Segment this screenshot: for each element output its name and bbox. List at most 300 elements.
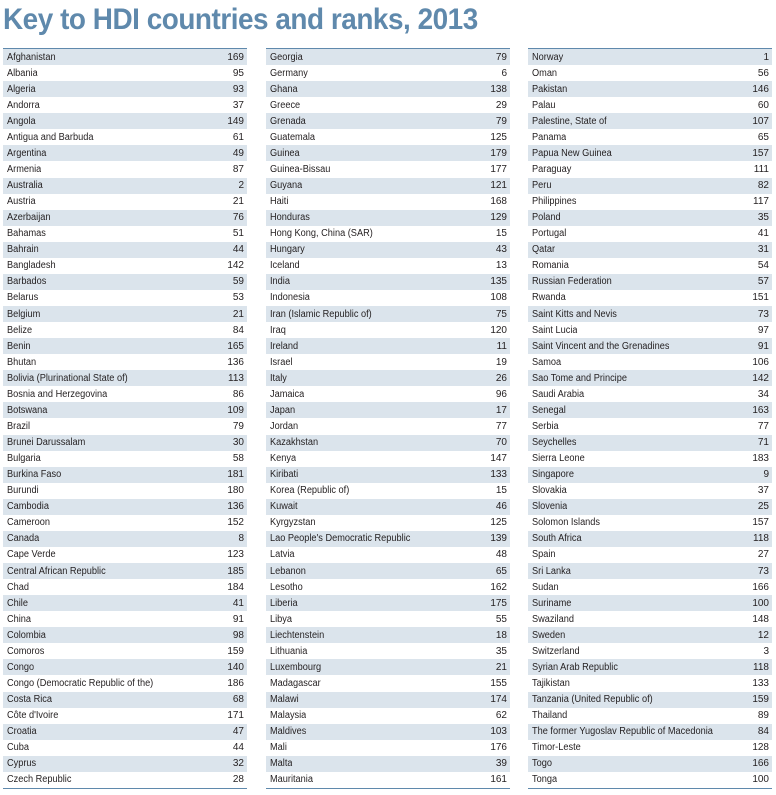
table-row bbox=[528, 370, 772, 386]
hdi-rank: 41 bbox=[757, 228, 769, 240]
country-name: Palestine, State of bbox=[532, 115, 607, 127]
country-name: Philippines bbox=[532, 196, 577, 208]
table-row bbox=[528, 402, 772, 418]
page-title: Key to HDI countries and ranks, 2013 bbox=[3, 3, 478, 36]
table-row bbox=[3, 49, 247, 65]
hdi-rank: 140 bbox=[227, 661, 244, 673]
country-name: Burundi bbox=[7, 485, 39, 497]
table-row bbox=[528, 675, 772, 691]
hdi-rank: 185 bbox=[227, 565, 244, 577]
table-row bbox=[3, 306, 247, 322]
hdi-rank: 11 bbox=[496, 340, 507, 352]
hdi-rank: 155 bbox=[490, 677, 507, 689]
table-row bbox=[3, 499, 247, 515]
country-name: Guinea-Bissau bbox=[270, 163, 331, 175]
table-row bbox=[3, 386, 247, 402]
hdi-rank: 84 bbox=[232, 324, 244, 336]
hdi-rank: 44 bbox=[232, 742, 244, 754]
country-name: Guinea bbox=[270, 147, 300, 159]
hdi-rank: 152 bbox=[227, 517, 244, 529]
hdi-rank: 113 bbox=[228, 372, 244, 384]
table-row bbox=[3, 675, 247, 691]
country-name: Benin bbox=[7, 340, 31, 352]
hdi-rank: 73 bbox=[757, 308, 769, 320]
table-row bbox=[3, 161, 247, 177]
table-row bbox=[3, 129, 247, 145]
hdi-rank: 61 bbox=[232, 131, 244, 143]
hdi-rank: 17 bbox=[495, 404, 507, 416]
country-name: Poland bbox=[532, 212, 561, 224]
table-row bbox=[3, 65, 247, 81]
country-column-2 bbox=[266, 48, 510, 789]
country-name: Belarus bbox=[7, 292, 39, 304]
country-name: Algeria bbox=[7, 83, 36, 95]
hdi-rank: 19 bbox=[495, 356, 507, 368]
table-row bbox=[266, 354, 510, 370]
hdi-rank: 118 bbox=[753, 533, 769, 545]
table-row bbox=[3, 563, 247, 579]
hdi-rank: 55 bbox=[495, 613, 507, 625]
table-row bbox=[266, 724, 510, 740]
country-name: Sao Tome and Principe bbox=[532, 372, 627, 384]
table-row bbox=[528, 226, 772, 242]
hdi-rank: 138 bbox=[490, 83, 507, 95]
table-row bbox=[3, 724, 247, 740]
table-row bbox=[528, 740, 772, 756]
hdi-rank: 35 bbox=[495, 645, 507, 657]
hdi-rank: 176 bbox=[490, 742, 507, 754]
table-row bbox=[528, 290, 772, 306]
table-row bbox=[528, 161, 772, 177]
table-row bbox=[3, 708, 247, 724]
country-name: Mali bbox=[270, 742, 287, 754]
table-row bbox=[3, 145, 247, 161]
country-name: Palau bbox=[532, 99, 556, 111]
country-name: Bahamas bbox=[7, 228, 46, 240]
country-name: Bhutan bbox=[7, 356, 37, 368]
table-row bbox=[266, 483, 510, 499]
hdi-rank: 31 bbox=[757, 244, 769, 256]
country-name: Congo (Democratic Republic of the) bbox=[7, 677, 154, 689]
hdi-rank: 47 bbox=[232, 726, 244, 738]
country-name: Azerbaijan bbox=[7, 212, 51, 224]
hdi-rank: 123 bbox=[227, 549, 244, 561]
hdi-rank: 57 bbox=[757, 276, 769, 288]
country-name: Syrian Arab Republic bbox=[532, 661, 618, 673]
country-name: South Africa bbox=[532, 533, 582, 545]
country-name: Panama bbox=[532, 131, 567, 143]
table-row bbox=[3, 740, 247, 756]
hdi-rank: 34 bbox=[757, 388, 769, 400]
hdi-rank: 106 bbox=[752, 356, 769, 368]
hdi-rank: 100 bbox=[752, 597, 769, 609]
country-name: Sweden bbox=[532, 629, 566, 641]
hdi-rank: 9 bbox=[763, 469, 769, 481]
table-row bbox=[528, 65, 772, 81]
country-name: Kazakhstan bbox=[270, 437, 319, 449]
table-row bbox=[3, 643, 247, 659]
country-name: Jordan bbox=[270, 420, 299, 432]
hdi-rank: 18 bbox=[495, 629, 507, 641]
hdi-rank: 125 bbox=[490, 517, 507, 529]
hdi-rank: 177 bbox=[490, 163, 507, 175]
country-name: Jamaica bbox=[270, 388, 305, 400]
country-name: Lithuania bbox=[270, 645, 308, 657]
country-name: The former Yugoslav Republic of Macedonia bbox=[532, 726, 713, 738]
table-row bbox=[3, 547, 247, 563]
country-name: Croatia bbox=[7, 726, 37, 738]
hdi-rank: 163 bbox=[752, 404, 769, 416]
country-name: Madagascar bbox=[270, 677, 321, 689]
table-row bbox=[528, 467, 772, 483]
table-row bbox=[266, 322, 510, 338]
hdi-rank: 43 bbox=[495, 244, 507, 256]
country-name: Lebanon bbox=[270, 565, 306, 577]
table-row bbox=[3, 258, 247, 274]
table-row bbox=[528, 515, 772, 531]
country-name: Côte d'Ivoire bbox=[7, 710, 59, 722]
hdi-rank: 100 bbox=[752, 774, 769, 786]
country-name: Oman bbox=[532, 67, 558, 79]
country-name: Bahrain bbox=[7, 244, 39, 256]
table-row bbox=[266, 290, 510, 306]
country-name: Lao People's Democratic Republic bbox=[270, 533, 411, 545]
hdi-rank: 59 bbox=[232, 276, 244, 288]
hdi-rank: 183 bbox=[752, 453, 769, 465]
hdi-rank: 168 bbox=[490, 196, 507, 208]
hdi-rank: 133 bbox=[752, 677, 769, 689]
hdi-rank: 87 bbox=[232, 163, 244, 175]
hdi-rank: 171 bbox=[227, 710, 244, 722]
table-row bbox=[528, 418, 772, 434]
table-row bbox=[3, 467, 247, 483]
hdi-rank: 142 bbox=[227, 260, 244, 272]
table-row bbox=[528, 97, 772, 113]
table-row bbox=[266, 772, 510, 788]
table-row bbox=[266, 306, 510, 322]
country-name: Bulgaria bbox=[7, 453, 41, 465]
country-name: Solomon Islands bbox=[532, 517, 601, 529]
hdi-rank: 54 bbox=[757, 260, 769, 272]
table-row bbox=[528, 627, 772, 643]
country-name: Armenia bbox=[7, 163, 42, 175]
country-name: Saint Vincent and the Grenadines bbox=[532, 340, 670, 352]
hdi-rank: 117 bbox=[753, 196, 769, 208]
table-row bbox=[266, 258, 510, 274]
country-name: Colombia bbox=[7, 629, 46, 641]
table-row bbox=[266, 49, 510, 65]
hdi-rank: 95 bbox=[232, 67, 244, 79]
country-name: Togo bbox=[532, 758, 552, 770]
country-name: Iceland bbox=[270, 260, 300, 272]
country-name: Bangladesh bbox=[7, 260, 56, 272]
hdi-rank: 184 bbox=[227, 581, 244, 593]
country-name: Malaysia bbox=[270, 710, 307, 722]
table-row bbox=[266, 274, 510, 290]
hdi-rank: 76 bbox=[232, 212, 244, 224]
hdi-rank: 58 bbox=[232, 453, 244, 465]
table-row bbox=[3, 338, 247, 354]
table-row bbox=[266, 418, 510, 434]
table-row bbox=[3, 242, 247, 258]
table-row bbox=[528, 386, 772, 402]
table-row bbox=[528, 547, 772, 563]
hdi-rank: 159 bbox=[227, 645, 244, 657]
hdi-rank: 108 bbox=[490, 292, 507, 304]
table-row bbox=[528, 531, 772, 547]
table-row bbox=[528, 338, 772, 354]
hdi-rank: 142 bbox=[752, 372, 769, 384]
table-row bbox=[3, 113, 247, 129]
table-row bbox=[266, 97, 510, 113]
table-row bbox=[266, 499, 510, 515]
country-name: Malta bbox=[270, 758, 293, 770]
country-name: Papua New Guinea bbox=[532, 147, 612, 159]
country-name: Afghanistan bbox=[7, 51, 56, 63]
hdi-rank: 180 bbox=[227, 485, 244, 497]
table-row bbox=[3, 194, 247, 210]
hdi-rank: 103 bbox=[490, 726, 507, 738]
country-name: Singapore bbox=[532, 469, 574, 481]
hdi-rank: 91 bbox=[757, 340, 769, 352]
country-name: Angola bbox=[7, 115, 36, 127]
hdi-rank: 25 bbox=[757, 501, 769, 513]
table-row bbox=[266, 531, 510, 547]
table-row bbox=[266, 210, 510, 226]
country-name: Costa Rica bbox=[7, 694, 52, 706]
country-name: Cape Verde bbox=[7, 549, 56, 561]
country-name: Bosnia and Herzegovina bbox=[7, 388, 108, 400]
hdi-rank: 21 bbox=[232, 308, 244, 320]
country-name: Argentina bbox=[7, 147, 47, 159]
hdi-rank: 46 bbox=[495, 501, 507, 513]
hdi-rank: 44 bbox=[232, 244, 244, 256]
hdi-rank: 86 bbox=[232, 388, 244, 400]
country-name: Kyrgyzstan bbox=[270, 517, 316, 529]
hdi-rank: 28 bbox=[232, 774, 244, 786]
hdi-rank: 96 bbox=[495, 388, 507, 400]
table-row bbox=[528, 483, 772, 499]
country-name: Saint Kitts and Nevis bbox=[532, 308, 617, 320]
country-name: Peru bbox=[532, 180, 552, 192]
table-row bbox=[266, 740, 510, 756]
country-name: Georgia bbox=[270, 51, 303, 63]
table-row bbox=[266, 129, 510, 145]
hdi-rank: 91 bbox=[232, 613, 244, 625]
hdi-rank: 37 bbox=[232, 99, 244, 111]
hdi-rank: 71 bbox=[757, 437, 769, 449]
hdi-rank: 89 bbox=[757, 710, 769, 722]
table-row bbox=[528, 595, 772, 611]
hdi-rank: 3 bbox=[763, 645, 769, 657]
hdi-rank: 139 bbox=[490, 533, 507, 545]
hdi-rank: 118 bbox=[753, 661, 769, 673]
hdi-rank: 65 bbox=[757, 131, 769, 143]
table-row bbox=[3, 402, 247, 418]
table-row bbox=[3, 579, 247, 595]
hdi-rank: 6 bbox=[501, 67, 507, 79]
hdi-rank: 111 bbox=[753, 163, 769, 175]
country-name: Samoa bbox=[532, 356, 562, 368]
hdi-rank: 98 bbox=[232, 629, 244, 641]
country-name: Albania bbox=[7, 67, 38, 79]
table-row bbox=[266, 659, 510, 675]
country-name: Greece bbox=[270, 99, 301, 111]
country-name: Ireland bbox=[270, 340, 299, 352]
hdi-rank: 169 bbox=[227, 51, 244, 63]
hdi-rank: 12 bbox=[757, 629, 769, 641]
table-row bbox=[3, 370, 247, 386]
hdi-rank: 128 bbox=[752, 742, 769, 754]
hdi-rank: 161 bbox=[490, 774, 507, 786]
country-name: Italy bbox=[270, 372, 287, 384]
hdi-rank: 162 bbox=[490, 581, 507, 593]
table-row bbox=[3, 756, 247, 772]
hdi-rank: 179 bbox=[490, 147, 507, 159]
country-column-3 bbox=[528, 48, 772, 789]
hdi-rank: 79 bbox=[495, 51, 507, 63]
hdi-rank: 151 bbox=[752, 292, 769, 304]
table-row bbox=[266, 451, 510, 467]
hdi-rank: 37 bbox=[757, 485, 769, 497]
table-row bbox=[3, 531, 247, 547]
table-row bbox=[528, 611, 772, 627]
hdi-rank: 75 bbox=[495, 308, 507, 320]
table-row bbox=[528, 274, 772, 290]
hdi-rank: 2 bbox=[238, 180, 244, 192]
hdi-rank: 21 bbox=[495, 661, 507, 673]
country-name: Czech Republic bbox=[7, 774, 72, 786]
country-name: Senegal bbox=[532, 404, 566, 416]
table-row bbox=[266, 194, 510, 210]
table-row bbox=[3, 483, 247, 499]
hdi-rank: 133 bbox=[490, 469, 507, 481]
table-row bbox=[528, 322, 772, 338]
country-name: Chile bbox=[7, 597, 28, 609]
hdi-rank: 26 bbox=[495, 372, 507, 384]
country-name: Sudan bbox=[532, 581, 559, 593]
country-name: Romania bbox=[532, 260, 569, 272]
hdi-rank: 136 bbox=[227, 356, 244, 368]
country-name: Portugal bbox=[532, 228, 567, 240]
country-name: Russian Federation bbox=[532, 276, 612, 288]
hdi-rank: 70 bbox=[495, 437, 507, 449]
country-name: Central African Republic bbox=[7, 565, 106, 577]
country-name: Malawi bbox=[270, 694, 299, 706]
country-name: Tanzania (United Republic of) bbox=[532, 694, 653, 706]
country-name: Japan bbox=[270, 404, 296, 416]
country-name: Saudi Arabia bbox=[532, 388, 585, 400]
hdi-rank: 125 bbox=[490, 131, 507, 143]
hdi-rank: 77 bbox=[757, 420, 769, 432]
table-row bbox=[3, 226, 247, 242]
hdi-rank: 79 bbox=[495, 115, 507, 127]
hdi-rank: 120 bbox=[490, 324, 507, 336]
table-row bbox=[266, 242, 510, 258]
table-row bbox=[528, 194, 772, 210]
country-name: Chad bbox=[7, 581, 29, 593]
table-row bbox=[266, 643, 510, 659]
hdi-rank: 147 bbox=[490, 453, 507, 465]
country-column-1 bbox=[3, 48, 247, 789]
hdi-rank: 157 bbox=[752, 147, 769, 159]
country-name: Comoros bbox=[7, 645, 45, 657]
table-row bbox=[528, 756, 772, 772]
table-row bbox=[3, 274, 247, 290]
table-row bbox=[3, 178, 247, 194]
country-name: Maldives bbox=[270, 726, 307, 738]
hdi-rank: 68 bbox=[232, 694, 244, 706]
hdi-rank: 107 bbox=[752, 115, 769, 127]
table-row bbox=[266, 435, 510, 451]
table-row bbox=[528, 242, 772, 258]
country-name: Liberia bbox=[270, 597, 298, 609]
country-name: Grenada bbox=[270, 115, 306, 127]
country-name: Sierra Leone bbox=[532, 453, 585, 465]
table-row bbox=[266, 81, 510, 97]
hdi-rank: 79 bbox=[232, 420, 244, 432]
hdi-rank: 181 bbox=[227, 469, 244, 481]
country-name: Sri Lanka bbox=[532, 565, 571, 577]
table-row bbox=[528, 659, 772, 675]
country-name: Tonga bbox=[532, 774, 558, 786]
table-row bbox=[266, 579, 510, 595]
hdi-rank: 77 bbox=[495, 420, 507, 432]
table-row bbox=[3, 81, 247, 97]
country-name: Bolivia (Plurinational State of) bbox=[7, 372, 128, 384]
hdi-rank: 35 bbox=[757, 212, 769, 224]
hdi-rank: 136 bbox=[227, 501, 244, 513]
country-name: Iran (Islamic Republic of) bbox=[270, 308, 372, 320]
table-row bbox=[266, 515, 510, 531]
table-row bbox=[3, 418, 247, 434]
hdi-rank: 149 bbox=[227, 115, 244, 127]
country-name: Thailand bbox=[532, 710, 568, 722]
table-row bbox=[528, 708, 772, 724]
hdi-rank: 146 bbox=[752, 83, 769, 95]
country-name: Ghana bbox=[270, 83, 298, 95]
table-row bbox=[266, 675, 510, 691]
country-name: Guatemala bbox=[270, 131, 316, 143]
country-name: Hungary bbox=[270, 244, 305, 256]
country-name: Lesotho bbox=[270, 581, 303, 593]
country-name: Israel bbox=[270, 356, 293, 368]
table-row bbox=[528, 354, 772, 370]
table-row bbox=[266, 708, 510, 724]
hdi-rank: 51 bbox=[232, 228, 244, 240]
country-name: Indonesia bbox=[270, 292, 310, 304]
hdi-rank: 93 bbox=[232, 83, 244, 95]
hdi-rank: 121 bbox=[490, 180, 507, 192]
country-name: Kiribati bbox=[270, 469, 299, 481]
hdi-rank: 1 bbox=[763, 51, 769, 63]
table-row bbox=[3, 515, 247, 531]
hdi-rank: 135 bbox=[490, 276, 507, 288]
hdi-rank: 84 bbox=[757, 726, 769, 738]
hdi-rank: 48 bbox=[495, 549, 507, 561]
table-row bbox=[528, 499, 772, 515]
country-name: Cameroon bbox=[7, 517, 50, 529]
country-name: Cuba bbox=[7, 742, 29, 754]
table-row bbox=[266, 338, 510, 354]
hdi-rank: 109 bbox=[227, 404, 244, 416]
hdi-rank: 148 bbox=[752, 613, 769, 625]
country-name: Canada bbox=[7, 533, 40, 545]
table-row bbox=[528, 724, 772, 740]
hdi-rank: 15 bbox=[495, 228, 507, 240]
hdi-rank: 60 bbox=[757, 99, 769, 111]
table-row bbox=[528, 306, 772, 322]
